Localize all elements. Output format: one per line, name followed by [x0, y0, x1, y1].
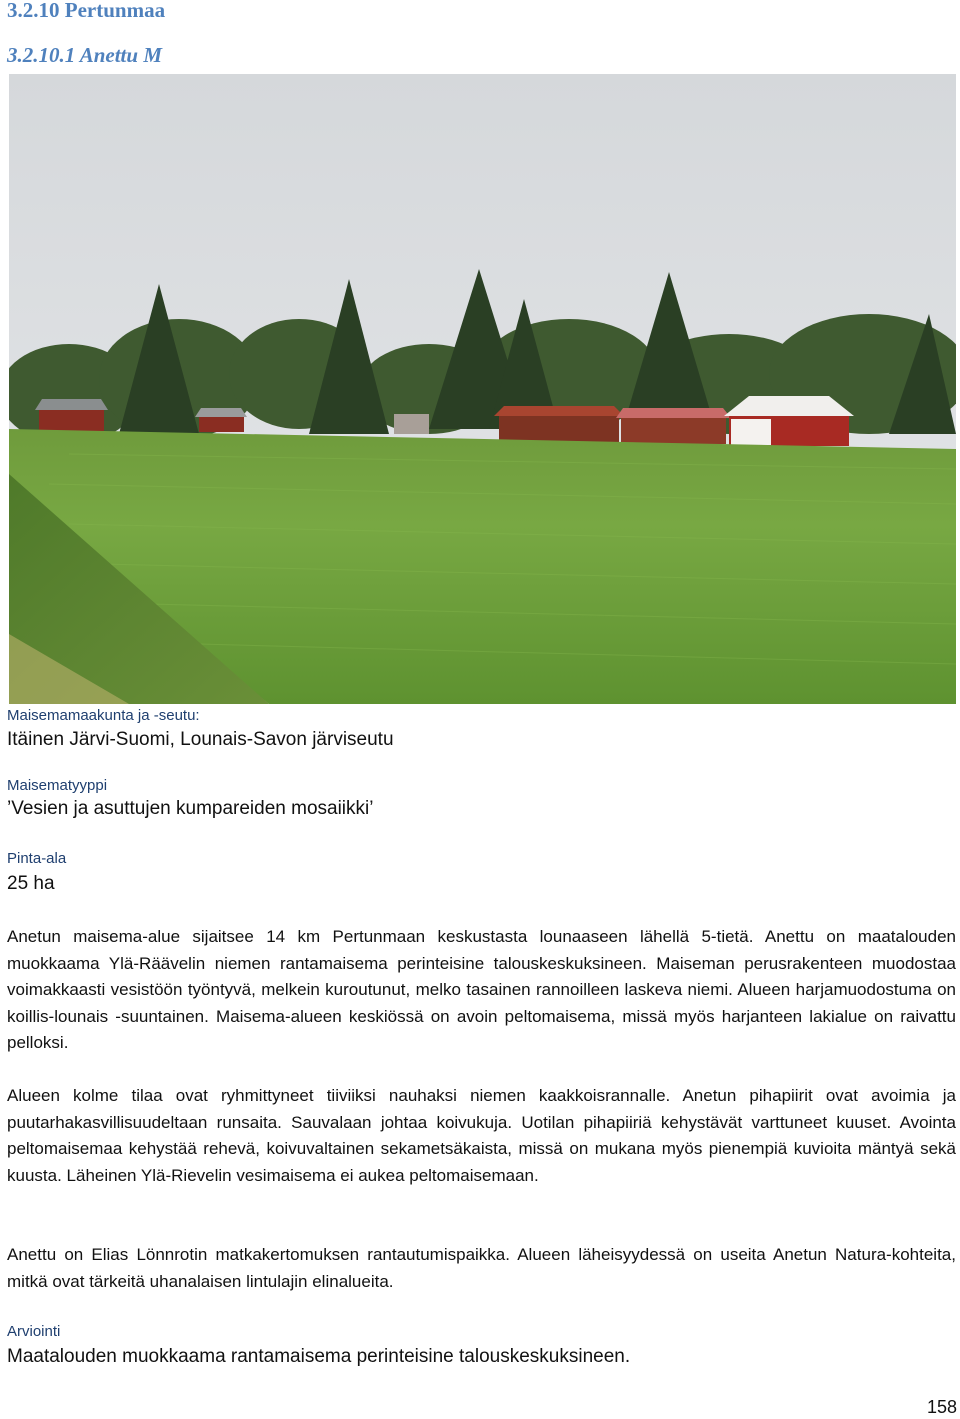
type-value: ’Vesien ja asuttujen kumpareiden mosaiikki’	[7, 798, 374, 819]
assessment-value: Maatalouden muokkaama rantamaisema perinteisine talouskeskuksineen.	[7, 1346, 631, 1367]
region-label: Maisemamaakunta ja -seutu:	[7, 707, 200, 724]
type-label: Maisematyyppi	[7, 777, 108, 794]
page-number: 158	[926, 1397, 957, 1417]
region-value: Itäinen Järvi-Suomi, Lounais-Savon järviseutu	[7, 729, 394, 750]
description-paragraph-3: Anettu on Elias Lönnrotin matkakertomuksen rantautumispaikka. Alueen läheisyydessä on useita Anetun Natura-kohteita, mitkä ovat tärkeitä uhanalaisen lintulajin elinalueita.	[7, 1245, 956, 1291]
description-paragraph-2: Alueen kolme tilaa ovat ryhmittyneet tiiviiksi nauhaksi niemen kaakkoisrannalle. Anetun pihapiirit ovat avoimia ja puutarhakasvillisuudeltaan runsaita. Sauvalaan johtaa koivukuja. Uotilan pihapiiriä kehystävät varttuneet kuuset. Avointa peltomaisemaa kehystää rehevä, koivuvaltainen sekametsäkaista, missä on mukana myös pienempiä kuvioita mäntyä sekä kuusta. Läheinen Ylä-Rievelin vesimaisema ei aukea peltomaisemaan.	[7, 1086, 956, 1185]
area-label: Pinta-ala	[7, 850, 67, 867]
section-heading: 3.2.10 Pertunmaa	[7, 0, 166, 22]
landscape-photo	[9, 74, 956, 704]
description-paragraph-1: Anetun maisema-alue sijaitsee 14 km Pertunmaan keskustasta lounaaseen lähellä 5-tietä. Anettu on maatalouden muokkaama Ylä-Räävelin niemen rantamaisema perinteisine talouskeskuksineen. Maiseman perusrakenteen muodostaa voimakkaasti vesistöön työntyvä, melkein kuroutunut, melko tasainen rannoilleen laskeva niemi. Alueen harjamuodostuma on koillis-lounais -suuntainen. Maisema-alueen keskiössä on avoin peltomaisema, missä myös harjanteen lakialue on raivattu pelloksi.	[7, 927, 956, 1052]
area-value: 25 ha	[7, 873, 55, 894]
assessment-label: Arviointi	[7, 1323, 61, 1340]
subsection-heading: 3.2.10.1 Anettu M	[7, 43, 162, 67]
